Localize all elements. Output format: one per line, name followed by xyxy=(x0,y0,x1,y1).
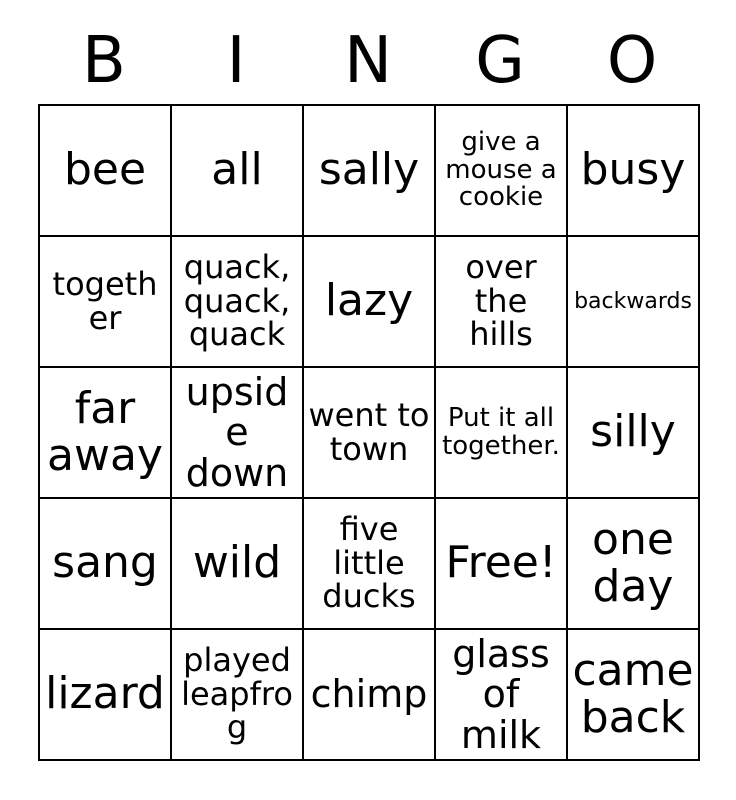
bingo-cell-text: Put it all together. xyxy=(442,402,560,461)
bingo-cell-text: quack, quack, quack xyxy=(183,247,291,354)
bingo-cell-r4c2[interactable] xyxy=(172,499,304,630)
bingo-cell-text: Free! xyxy=(445,537,557,589)
bingo-grid xyxy=(38,104,700,761)
bingo-cell-free[interactable] xyxy=(436,499,568,630)
bingo-cell-text: busy xyxy=(580,144,686,196)
header-letter-g: G xyxy=(475,24,525,98)
bingo-cell-text: sally xyxy=(318,144,420,196)
bingo-cell-text: five little ducks xyxy=(322,509,416,616)
header-letter-o: O xyxy=(606,24,658,98)
bingo-cell-r1c3[interactable] xyxy=(304,106,436,237)
bingo-cell-r1c5[interactable] xyxy=(568,106,700,237)
bingo-cell-r5c2[interactable] xyxy=(172,630,304,761)
bingo-cell-r2c1[interactable] xyxy=(40,237,172,368)
bingo-cell-r2c2[interactable] xyxy=(172,237,304,368)
bingo-cell-text: one day xyxy=(592,513,674,612)
bingo-cell-text: bee xyxy=(63,144,147,196)
bingo-cell-r2c4[interactable] xyxy=(436,237,568,368)
bingo-cell-r2c5[interactable] xyxy=(568,237,700,368)
bingo-cell-text: played leapfrog xyxy=(181,640,293,747)
bingo-cell-r3c3[interactable] xyxy=(304,368,436,499)
header-letter-i: I xyxy=(226,24,246,98)
bingo-cell-r2c3[interactable] xyxy=(304,237,436,368)
bingo-cell-r3c5[interactable] xyxy=(568,368,700,499)
bingo-cell-text: sang xyxy=(52,537,158,589)
bingo-cell-text: lizard xyxy=(45,668,165,720)
bingo-cell-r3c2[interactable] xyxy=(172,368,304,499)
header-letter-b: B xyxy=(82,24,126,98)
bingo-cell-text: give a mouse a cookie xyxy=(445,127,557,213)
bingo-cell-r5c3[interactable] xyxy=(304,630,436,761)
bingo-cell-r3c4[interactable] xyxy=(436,368,568,499)
bingo-cell-r4c3[interactable] xyxy=(304,499,436,630)
bingo-cell-r3c1[interactable] xyxy=(40,368,172,499)
bingo-cell-text: upside down xyxy=(185,370,289,495)
bingo-cell-text: went to town xyxy=(308,395,430,468)
bingo-cell-text: all xyxy=(211,144,263,196)
bingo-cell-r1c2[interactable] xyxy=(172,106,304,237)
bingo-cell-text: lazy xyxy=(324,275,414,327)
bingo-cell-r4c5[interactable] xyxy=(568,499,700,630)
bingo-cell-text: silly xyxy=(590,406,676,458)
bingo-cell-text: far away xyxy=(47,382,163,481)
header-letter-n: N xyxy=(344,24,392,98)
bingo-cell-text: over the hills xyxy=(465,247,537,354)
bingo-cell-text: came back xyxy=(572,644,694,743)
bingo-cell-r1c4[interactable] xyxy=(436,106,568,237)
bingo-cell-text: chimp xyxy=(310,672,428,717)
bingo-cell-text: backwards xyxy=(574,288,692,314)
bingo-header xyxy=(38,18,698,104)
bingo-cell-r5c1[interactable] xyxy=(40,630,172,761)
bingo-cell-text: glass of milk xyxy=(452,632,550,757)
bingo-cell-text: wild xyxy=(192,537,282,589)
bingo-cell-r5c5[interactable] xyxy=(568,630,700,761)
bingo-cell-text: together xyxy=(52,264,158,337)
bingo-cell-r5c4[interactable] xyxy=(436,630,568,761)
bingo-cell-r4c1[interactable] xyxy=(40,499,172,630)
bingo-cell-r1c1[interactable] xyxy=(40,106,172,237)
